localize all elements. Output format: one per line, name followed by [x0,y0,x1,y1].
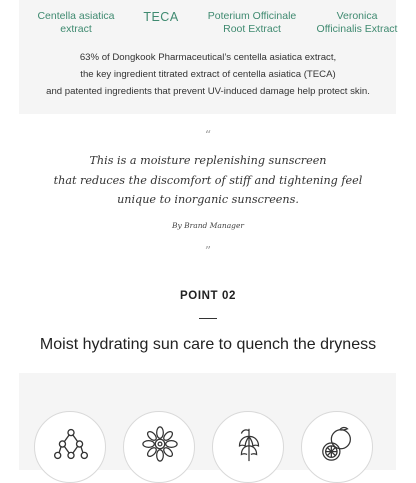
flower-icon-circle [123,411,195,483]
quote-byline: By Brand Manager [172,221,244,230]
section-headline: Moist hydrating sun care to quench the dryness [39,336,377,353]
close-quote-mark: ” [204,244,212,258]
ingredients-row [0,0,416,50]
flower-icon [141,425,179,463]
citrus-icon-circle [301,411,373,483]
ingredient-veronica: Veronica Officinalis Extract [316,10,398,35]
brand-quote: This is a moisture replenishing sunscreen that reduces the discomfort of stiff and tightening feel unique to inorganic sunscreens. [53,154,363,206]
ingredient-poterium: Poterium Officinale Root Extract [207,10,297,35]
open-quote-mark: “ [204,128,212,142]
molecule-icon [52,425,90,463]
lily-of-the-valley-icon [230,425,268,463]
section-divider [199,318,217,319]
citrus-icon [319,425,357,463]
lily-icon-circle [212,411,284,483]
point-label: POINT 02 [180,290,236,302]
ingredients-description: 63% of Dongkook Pharmaceutical’s centella asiatica extract, the key ingredient titrated extract of centella asiatica (TECA) and patented ingredients that prevent UV-induced damage help protect skin. [46,52,370,97]
ingredient-teca: TECA [143,10,179,24]
ingredient-centella: Centella asiatica extract [37,10,115,35]
molecule-icon-circle [34,411,106,483]
